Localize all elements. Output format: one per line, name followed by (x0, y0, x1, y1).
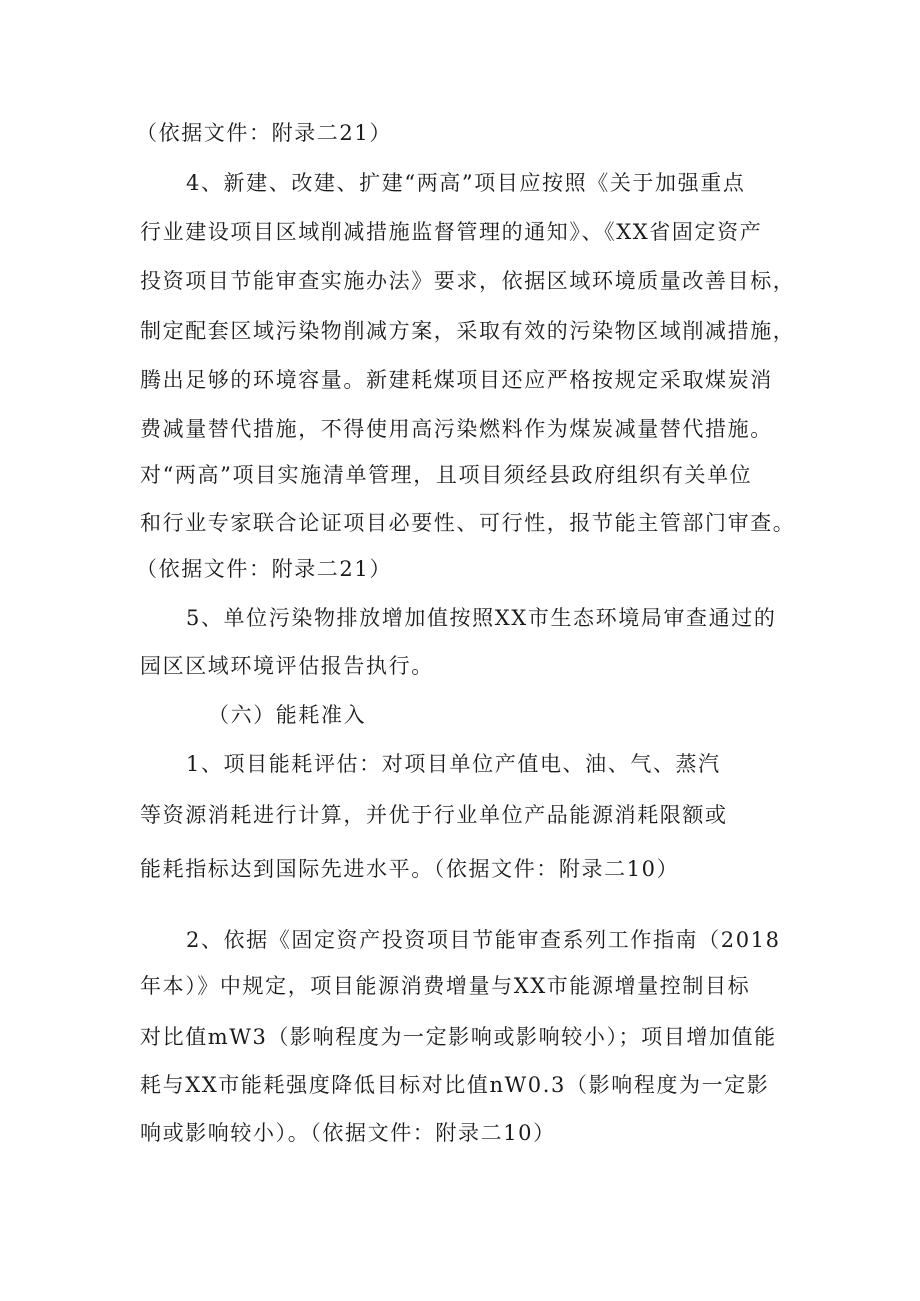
paragraph-line: 响或影响较小）。（依据文件：附录二10） (140, 1121, 556, 1145)
paragraph-line: 制定配套区域污染物削减方案，采取有效的污染物区域削减措施， (140, 319, 796, 343)
section-heading: （六）能耗准入 (208, 703, 367, 727)
paragraph-line: 行业建设项目区域削减措施监督管理的通知》、《XX省固定资产 (140, 220, 763, 244)
paragraph-line: 耗与XX市能耗强度降低目标对比值nW0.3（影响程度为一定影 (140, 1073, 770, 1097)
paragraph-line: 能耗指标达到国际先进水平。（依据文件：附录二10） (140, 857, 680, 881)
paragraph-line: 4、新建、改建、扩建“两高”项目应按照《关于加强重点 (186, 171, 746, 195)
citation-line: （依据文件：附录二21） (136, 557, 392, 581)
paragraph-line: 1、项目能耗评估：对项目单位产值电、油、气、蒸汽 (186, 752, 721, 776)
paragraph-line: 对比值mW3（影响程度为一定影响或影响较小）；项目增加值能 (140, 1025, 777, 1049)
paragraph-line: 投资项目节能审查实施办法》要求，依据区域环境质量改善目标， (140, 269, 796, 293)
paragraph-line: 等资源消耗进行计算，并优于行业单位产品能源消耗限额或 (140, 803, 728, 827)
paragraph-line: 费减量替代措施，不得使用高污染燃料作为煤炭减量替代措施。 (140, 417, 773, 441)
paragraph-line: 5、单位污染物排放增加值按照XX市生态环境局审查通过的 (186, 606, 777, 630)
paragraph-line: 腾出足够的环境容量。新建耗煤项目还应严格按规定采取煤炭消 (140, 368, 773, 392)
paragraph-line: 年本）》中规定，项目能源消费增量与XX市能源增量控制目标 (140, 974, 751, 998)
citation-line: （依据文件：附录二21） (136, 121, 392, 145)
paragraph-line: 和行业专家联合论证项目必要性、可行性，报节能主管部门审查。 (140, 511, 796, 535)
paragraph-line: 园区区域环境评估报告执行。 (140, 654, 434, 678)
paragraph-line: 对“两高”项目实施清单管理，且项目须经县政府组织有关单位 (140, 463, 753, 487)
paragraph-line: 2、依据《固定资产投资项目节能审查系列工作指南（2018 (186, 928, 781, 952)
